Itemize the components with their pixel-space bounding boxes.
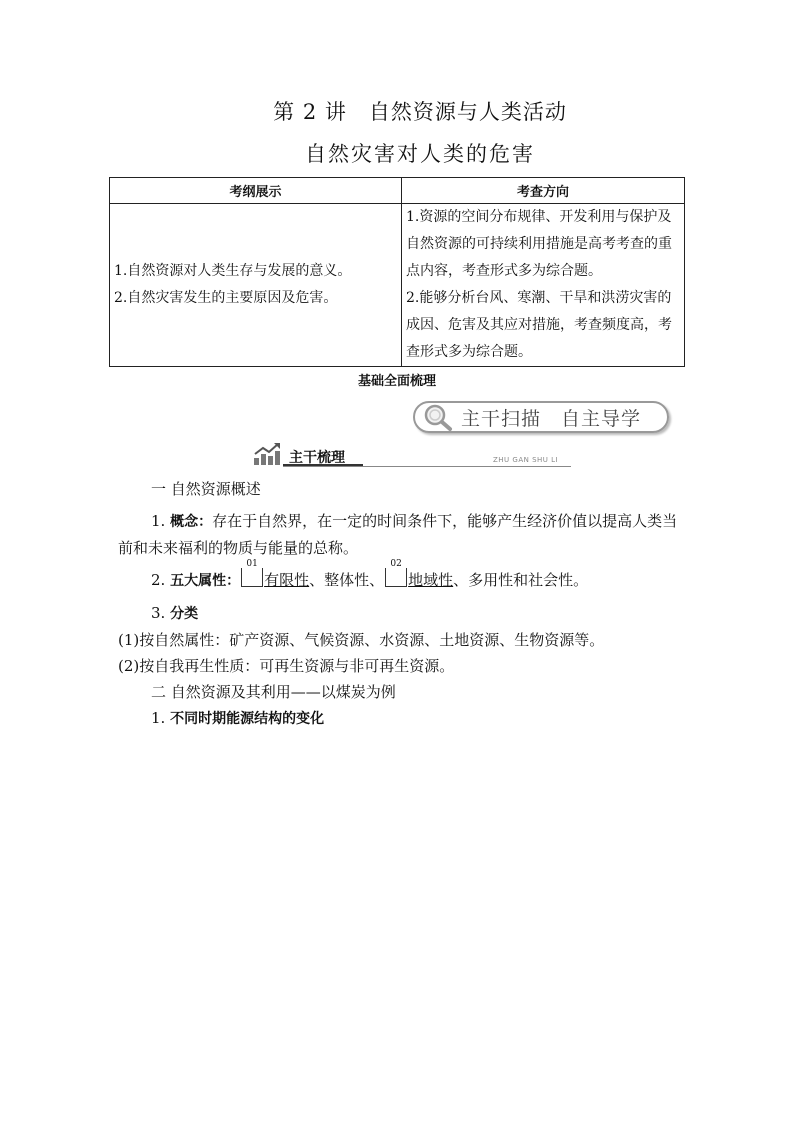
term-label: 不同时期能源结构的变化	[170, 711, 325, 727]
header-exam-direction: 考查方向	[402, 178, 685, 204]
classification-natural: (1)按自然属性：矿产资源、气候资源、水资源、土地资源、生物资源等。	[118, 631, 605, 649]
main-content	[118, 476, 688, 732]
term-label: 分类	[170, 606, 199, 622]
heading-natural-resources: 一 自然资源概述	[151, 480, 261, 498]
syllabus-table	[109, 177, 685, 367]
blank-marker: 01	[241, 568, 263, 587]
term-label: 概念：	[170, 514, 213, 530]
divider-accent	[283, 464, 363, 466]
heading-coal-example: 二 自然资源及其利用——以煤炭为例	[151, 683, 396, 701]
item-number: 1.	[151, 709, 166, 727]
banner-text: 主干扫描 自主导学	[461, 407, 642, 430]
blank-marker: 02	[385, 568, 407, 587]
syllabus-item: 2.自然灾害发生的主要原因及危害。	[114, 290, 338, 306]
paragraph-concept	[118, 508, 688, 561]
paragraph-attributes	[118, 559, 688, 594]
subsection-pinyin: ZHU GAN SHU LI	[493, 456, 559, 464]
item-number: 3.	[151, 604, 166, 622]
lecture-subtitle: 自然灾害对人类的危害	[305, 142, 535, 166]
fill-blank-answer: 有限性	[264, 571, 310, 589]
header-syllabus: 考纲展示	[110, 178, 402, 204]
paragraph-energy-structure	[118, 705, 688, 732]
table-row	[110, 204, 685, 367]
paragraph-classification	[118, 600, 688, 627]
exam-direction-item: 2.能够分析台风、寒潮、干旱和洪涝灾害的成因、危害及其应对措施，考查频度高，考查形式多为综合题。	[406, 290, 672, 360]
syllabus-item: 1.自然资源对人类生存与发展的意义。	[114, 263, 352, 279]
magnifier-icon	[421, 402, 455, 432]
fill-blank-answer: 地域性	[408, 571, 454, 589]
exam-direction-cell	[402, 204, 685, 367]
subsection-header	[253, 440, 571, 468]
section-heading: 基础全面梳理	[357, 374, 436, 389]
attribute-text: 、多用性和社会性。	[453, 571, 589, 589]
divider	[283, 466, 571, 467]
syllabus-cell	[110, 204, 402, 367]
term-label: 五大属性：	[170, 573, 241, 589]
item-number: 1.	[151, 512, 166, 530]
attribute-text: 、整体性、	[309, 571, 385, 589]
trend-chart-icon	[253, 442, 281, 466]
concept-text: 存在于自然界，在一定的时间条件下，能够产生经济价值以提高人类当前和未来福利的物质与能量的总称。	[118, 512, 678, 557]
subsection-title: 主干梳理	[289, 450, 345, 466]
lecture-title: 第 2 讲 自然资源与人类活动	[273, 100, 567, 124]
section-banner	[413, 401, 669, 433]
exam-direction-item: 1.资源的空间分布规律、开发利用与保护及自然资源的可持续利用措施是高考考查的重点内容，考查形式多为综合题。	[406, 209, 672, 279]
item-number: 2.	[151, 571, 166, 589]
table-header-row	[110, 178, 685, 204]
classification-renewable: (2)按自我再生性质：可再生资源与非可再生资源。	[118, 657, 455, 675]
